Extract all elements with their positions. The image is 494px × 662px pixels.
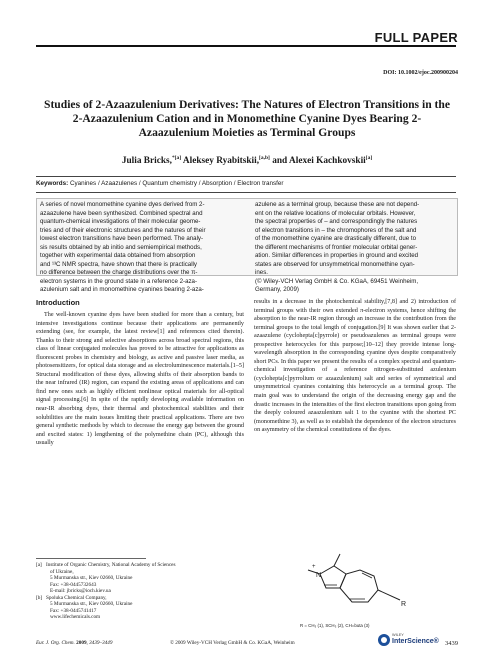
- doi[interactable]: DOI: 10.1002/ejoc.200900204: [383, 70, 458, 76]
- author-name: Aleksey Ryabitskii,: [182, 156, 260, 167]
- journal-year: 2009: [76, 640, 87, 646]
- section-label: FULL PAPER: [374, 30, 458, 45]
- footnote-line: Spoluka Chemical Company,: [46, 594, 107, 601]
- interscience-logo-icon: [378, 634, 390, 646]
- header-rule: [36, 45, 456, 47]
- page-number: 3439: [445, 640, 458, 647]
- abstract-line: the different mechanisms of frontier molecular orbital gener-: [255, 243, 418, 251]
- substituent-r: R: [401, 601, 407, 608]
- footnote-item: [36, 595, 244, 621]
- figure-caption: R = CH₃ (1), SCH₃ (2), CH=buta (3): [300, 623, 370, 628]
- abstract-line: Germany, 2009): [255, 286, 299, 294]
- footnotes: [36, 562, 244, 621]
- intro-left-column: The well-known cyanine dyes have been studied for more than a century, but intensive investigations continue because their applications are permanently extending (see, for example, the latest review[1] and references cited therein). Thanks to their strong and selective absorptions across broad spectral regions, this class of linear conjugated molecules has proved to be attractive for applications as fluorescent probes in chemistry and biology, as active and passive laser media, as photosensitizers, for optical data storage and as electroluminescence materials.[1–5] Structural modification of these dyes, allowing shifts of their absorption bands to the near infrared (IR) region, can expand the existing areas of applications and can find new ones such as highly efficient nonlinear optical materials for all-optical signal processing.[6] In spite of the rapidly developing available information on near-IR absorbing dyes, their thermal and photochemical stabilities and their solubilities are the main issues limiting their practical applications. There are two general synthetic methods by which to decrease the energy gap between the ground and excited states: 1) lengthening of the polymethine chain (PC), although this usually: [36, 312, 244, 447]
- intro-right-column: results in a decrease in the photochemical stability,[7,8] and 2) introduction of terminal groups with their own extended π-electron systems, hence shifting the absorption to the near-IR region through an increase in the contribution from the terminal groups to the total length of conjugation.[9] It was shown earlier that 2-azaazulene (cyclohepta[c]pyrrole) or pseudoazulenes as terminal groups were prospective heterocycles for this purpose;[10–12] they provide intense long-wavelength absorption in the corresponding cyanine dyes despite comparatively short PCs. In this paper we present the results of a complex spectral and quantum-chemical investigation of a reference nitrogen-substituted azulenium (cyclohepta[c]pyrrolium or azaazulenium) salt and series of symmetrical and unsymmetrical cyanines containing this heterocycle as a terminal group. The main goal was to understand the origin of the decreasing energy gap and the drastic increases in the intensities of the first electron transitions upon going from the deeply coloured azaazulenium salt 1 to the cyanine with the shortest PC (monomethine 3), as well as to establish the dependence of the electron structures on asymmetry of the chemical constitutions of the dyes.: [254, 299, 456, 434]
- charge-plus: +: [312, 564, 316, 570]
- paper-title: Studies of 2-Azaazulenium Derivatives: The Natures of Electron Transitions in the 2-Azaazulenium Cation and in Monomethine Cyanine Dyes Bearing 2-Azaazulenium Moieties as Terminal Groups: [44, 98, 450, 139]
- abstract-line: together with experimental data obtained from absorption: [40, 252, 196, 260]
- keywords-top-rule: [36, 176, 456, 177]
- footnote-tag: [a]: [36, 562, 42, 568]
- keywords-bottom-rule: [36, 192, 456, 193]
- abstract-line: tries and of their electronic structures and the natures of their: [40, 226, 206, 234]
- keywords-label: Keywords:: [36, 180, 69, 187]
- keywords-line: [36, 180, 456, 187]
- abstract-line: ines.: [255, 269, 268, 277]
- r-bond: [378, 590, 400, 600]
- abstract-line: the spectral properties of – and correspondingly the natures: [255, 218, 418, 226]
- footnote-line: Institute of Organic Chemistry, National Academy of Sciences: [46, 562, 176, 568]
- copyright: © 2009 Wiley-VCH Verlag GmbH & Co. KGaA, Weinheim: [170, 640, 295, 646]
- footnote-line: 5 Murmanska str., Kiev 02660, Ukraine: [50, 575, 133, 581]
- logo-big-text: InterScience®: [392, 638, 439, 645]
- footnote-tag: [b]: [36, 594, 43, 601]
- footnote-email[interactable]: E-mail: jbricks@ioch.kiev.ua: [50, 588, 111, 594]
- footnote-line: Fax: +38-0445741417: [50, 607, 97, 614]
- double-bond: [362, 573, 372, 578]
- abstract-line: no difference between the charge distributions over the π-: [40, 269, 198, 277]
- footnote-line: 5 Murmanska str., Kiev 02660, Ukraine: [50, 601, 133, 607]
- logo-small-text: WILEY: [392, 633, 404, 637]
- abstract-right: [255, 201, 453, 295]
- abstract-line: ation. Similar differences in properties in ground and excited: [255, 252, 419, 260]
- abstract-line: ent on the relative locations of molecular orbitals. However,: [255, 209, 416, 217]
- author-affiliation: *[a]: [171, 155, 182, 161]
- abstract-line: quantum-chemical investigations of their molecular geome-: [40, 218, 201, 226]
- abstract-line: of the monomethine cyanine are drastically different, due to: [255, 235, 417, 243]
- abstract-line: azaazulene have been synthesized. Combined spectral and: [40, 209, 203, 217]
- abstract-line: azulenium salt and in monomethine cyanines bearing 2-aza-: [40, 286, 204, 294]
- journal-citation: [36, 640, 112, 646]
- section-heading: Introduction: [36, 298, 80, 307]
- abstract-line: (© Wiley-VCH Verlag GmbH & Co. KGaA, 69451 Weinheim,: [255, 277, 419, 285]
- interscience-logo: [378, 632, 439, 650]
- abstract-line: A series of novel monomethine cyanine dyes derived from 2-: [40, 201, 205, 208]
- author-name: and Alexei Kachkovskii: [272, 156, 366, 167]
- abstract-line: sis results obtained by ab initio and semiempirical methods,: [40, 243, 202, 251]
- chemical-structure-figure: [300, 546, 420, 620]
- footnote-line: of Ukraine,: [50, 568, 74, 575]
- abstract-line: electron systems in the ground state in a reference 2-aza-: [40, 277, 198, 285]
- abstract-line: lowest electron transitions have been performed. The analy-: [40, 235, 204, 243]
- footnote-link[interactable]: www.lifechemicals.com: [50, 614, 101, 620]
- author-affiliation: [a,b]: [259, 155, 270, 161]
- journal-pages: , 3439–3449: [86, 640, 113, 646]
- cycloheptene-ring: [340, 570, 378, 602]
- abstract-left: [40, 201, 246, 295]
- abstract-line: azulene as a terminal group, because these are not depend-: [255, 201, 420, 208]
- abstract-line: of electron transitions in – the chromophores of the salt and: [255, 226, 417, 234]
- author-list: [40, 155, 454, 166]
- author-affiliation: [a]: [365, 155, 373, 161]
- keywords-text: Cyanines / Azaazulenes / Quantum chemistry / Absorption / Electron transfer: [69, 180, 284, 187]
- atom-n: N: [316, 572, 322, 579]
- abstract-line: states are observed for unsymmetrical monomethine cyan-: [255, 260, 415, 268]
- footnote-rule: [36, 558, 146, 559]
- footnote-item: [36, 562, 244, 595]
- author-name: Julia Bricks,: [121, 156, 172, 167]
- abstract-line: and ¹³C NMR spectra, have shown that there is practically: [40, 260, 197, 268]
- footnote-line: Fax: +38-0445732643: [50, 581, 97, 588]
- methyl-bond: [334, 554, 340, 566]
- journal-name: Eur. J. Org. Chem.: [36, 640, 75, 646]
